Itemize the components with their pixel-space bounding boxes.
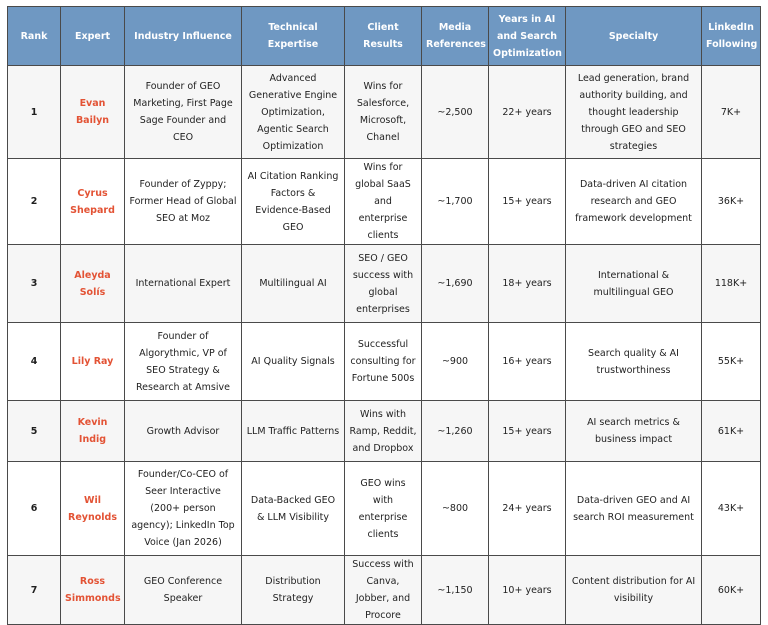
rank-cell: 2 [8, 159, 61, 245]
client-results-cell: Wins for Salesforce, Microsoft, Chanel [345, 66, 422, 159]
media-references-cell: ~1,260 [422, 401, 489, 462]
industry-influence-cell: Founder of Zyppy; Former Head of Global SEO at Moz [125, 159, 242, 245]
years-cell: 15+ years [489, 401, 566, 462]
media-references-cell: ~900 [422, 323, 489, 401]
client-results-cell: GEO wins with enterprise clients [345, 462, 422, 556]
client-results-cell: SEO / GEO success with global enterprises [345, 245, 422, 323]
years-cell: 10+ years [489, 556, 566, 625]
technical-expertise-cell: LLM Traffic Patterns [242, 401, 345, 462]
linkedin-following-cell: 61K+ [702, 401, 761, 462]
specialty-cell: Content distribution for AI visibility [566, 556, 702, 625]
specialty-cell: Lead generation, brand authority building, and thought leadership through GEO and SEO strategies [566, 66, 702, 159]
geo-experts-table [7, 6, 761, 625]
rank-cell: 7 [8, 556, 61, 625]
media-references-cell: ~1,690 [422, 245, 489, 323]
industry-influence-cell: Founder of GEO Marketing, First Page Sage Founder and CEO [125, 66, 242, 159]
expert-name: Wil Reynolds [61, 462, 125, 556]
rank-cell: 4 [8, 323, 61, 401]
linkedin-following-cell: 60K+ [702, 556, 761, 625]
table-row [8, 462, 761, 556]
technical-expertise-cell: AI Citation Ranking Factors & Evidence-Based GEO [242, 159, 345, 245]
industry-influence-cell: International Expert [125, 245, 242, 323]
client-results-cell: Wins for global SaaS and enterprise clients [345, 159, 422, 245]
header-expert: Expert [61, 7, 125, 66]
years-cell: 24+ years [489, 462, 566, 556]
rank-cell: 6 [8, 462, 61, 556]
table-row [8, 556, 761, 625]
years-cell: 15+ years [489, 159, 566, 245]
table-row [8, 245, 761, 323]
header-industry-influence: Industry Influence [125, 7, 242, 66]
years-cell: 16+ years [489, 323, 566, 401]
years-cell: 22+ years [489, 66, 566, 159]
header-technical-expertise: Technical Expertise [242, 7, 345, 66]
client-results-cell: Successful consulting for Fortune 500s [345, 323, 422, 401]
years-cell: 18+ years [489, 245, 566, 323]
media-references-cell: ~1,700 [422, 159, 489, 245]
technical-expertise-cell: Advanced Generative Engine Optimization, Agentic Search Optimization [242, 66, 345, 159]
table-row [8, 401, 761, 462]
technical-expertise-cell: Distribution Strategy [242, 556, 345, 625]
industry-influence-cell: Founder of Algorythmic, VP of SEO Strategy & Research at Amsive [125, 323, 242, 401]
industry-influence-cell: Growth Advisor [125, 401, 242, 462]
expert-name: Ross Simmonds [61, 556, 125, 625]
media-references-cell: ~1,150 [422, 556, 489, 625]
specialty-cell: Data-driven AI citation research and GEO framework development [566, 159, 702, 245]
specialty-cell: AI search metrics & business impact [566, 401, 702, 462]
experts-table-container [7, 6, 761, 625]
header-media-references: Media References [422, 7, 489, 66]
specialty-cell: Search quality & AI trustworthiness [566, 323, 702, 401]
expert-name: Lily Ray [61, 323, 125, 401]
media-references-cell: ~800 [422, 462, 489, 556]
rank-cell: 1 [8, 66, 61, 159]
table-row [8, 66, 761, 159]
header-linkedin-following: LinkedIn Following [702, 7, 761, 66]
linkedin-following-cell: 55K+ [702, 323, 761, 401]
technical-expertise-cell: Data-Backed GEO & LLM Visibility [242, 462, 345, 556]
expert-name: Cyrus Shepard [61, 159, 125, 245]
rank-cell: 3 [8, 245, 61, 323]
technical-expertise-cell: Multilingual AI [242, 245, 345, 323]
expert-name: Kevin Indig [61, 401, 125, 462]
header-client-results: Client Results [345, 7, 422, 66]
header-rank: Rank [8, 7, 61, 66]
linkedin-following-cell: 7K+ [702, 66, 761, 159]
linkedin-following-cell: 36K+ [702, 159, 761, 245]
industry-influence-cell: GEO Conference Speaker [125, 556, 242, 625]
expert-name: Evan Bailyn [61, 66, 125, 159]
technical-expertise-cell: AI Quality Signals [242, 323, 345, 401]
rank-cell: 5 [8, 401, 61, 462]
specialty-cell: Data-driven GEO and AI search ROI measurement [566, 462, 702, 556]
linkedin-following-cell: 43K+ [702, 462, 761, 556]
specialty-cell: International & multilingual GEO [566, 245, 702, 323]
table-row [8, 159, 761, 245]
linkedin-following-cell: 118K+ [702, 245, 761, 323]
media-references-cell: ~2,500 [422, 66, 489, 159]
industry-influence-cell: Founder/Co-CEO of Seer Interactive (200+ person agency); LinkedIn Top Voice (Jan 2026) [125, 462, 242, 556]
table-row [8, 323, 761, 401]
client-results-cell: Success with Canva, Jobber, and Procore [345, 556, 422, 625]
expert-name: Aleyda Solís [61, 245, 125, 323]
header-specialty: Specialty [566, 7, 702, 66]
header-row [8, 7, 761, 66]
header-years: Years in AI and Search Optimization [489, 7, 566, 66]
client-results-cell: Wins with Ramp, Reddit, and Dropbox [345, 401, 422, 462]
